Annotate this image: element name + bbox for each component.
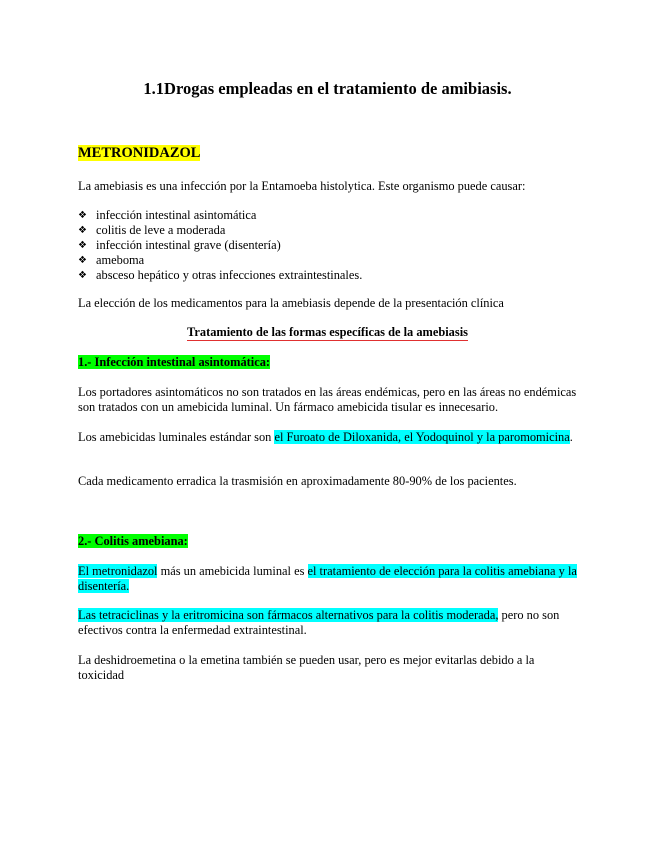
section2-paragraph-1: El metronidazol más un amebicida luminal es el tratamiento de elección para la colitis amebiana y la disentería. xyxy=(78,564,577,593)
list-item: ❖ absceso hepático y otras infecciones extraintestinales. xyxy=(78,268,363,282)
page-title: 1.1Drogas empleadas en el tratamiento de amibiasis. xyxy=(143,79,512,98)
section2-paragraph-3: La deshidroemetina o la emetina también se pueden usar, pero es mejor evitarlas debido a la toxicidad xyxy=(78,653,535,682)
luminal-drugs-highlight: el Furoato de Diloxanida, el Yodoquinol y la paromomicina xyxy=(274,430,570,444)
treatment-heading-block xyxy=(0,325,655,340)
list-item: ❖ colitis de leve a moderada xyxy=(78,223,226,237)
intro-paragraph: La amebiasis es una infección por la Entamoeba histolytica. Este organismo puede causar: xyxy=(78,179,526,193)
diamond-bullet-icon: ❖ xyxy=(78,240,87,251)
diamond-bullet-icon: ❖ xyxy=(78,210,87,221)
metronidazol-highlight: El metronidazol xyxy=(78,564,158,578)
list-item: ❖ infección intestinal asintomática xyxy=(78,208,257,222)
section2-paragraph-2: Las tetraciclinas y la eritromicina son fármacos alternativos para la colitis moderada, pero no son efectivos contra la enfermedad extraintestinal. xyxy=(78,608,560,637)
alternatives-highlight: Las tetraciclinas y la eritromicina son fármacos alternativos para la colitis moderada, xyxy=(78,608,499,622)
diamond-bullet-icon: ❖ xyxy=(78,270,87,281)
section1-paragraph-1: Los portadores asintomáticos no son tratados en las áreas endémicas, pero en las áreas no endémicas son tratados con un amebicida luminal. Un fármaco amebicida tisular es innecesario. xyxy=(78,385,577,414)
metronidazol-heading: METRONIDAZOL xyxy=(78,145,201,161)
section2-heading-block xyxy=(78,534,583,549)
metronidazol-heading-block xyxy=(78,145,583,162)
diamond-bullet-icon: ❖ xyxy=(78,255,87,266)
diamond-bullet-icon: ❖ xyxy=(78,225,87,236)
section1-heading: 1.- Infección intestinal asintomática: xyxy=(78,355,271,369)
section1-paragraph-2: Los amebicidas luminales estándar son el Furoato de Diloxanida, el Yodoquinol y la paromomicina. xyxy=(78,430,573,444)
section2-heading: 2.- Colitis amebiana: xyxy=(78,534,188,548)
list-item: ❖ ameboma xyxy=(78,253,145,267)
section1-heading-block xyxy=(78,355,583,370)
list-item: ❖ infección intestinal grave (disentería) xyxy=(78,238,281,252)
section1-paragraph-3: Cada medicamento erradica la trasmisión en aproximadamente 80-90% de los pacientes. xyxy=(78,474,517,488)
treatment-choice-highlight: el tratamiento de elección para la colitis amebiana y la disentería. xyxy=(78,564,577,593)
symptom-list xyxy=(78,208,583,283)
treatment-heading: Tratamiento de las formas específicas de la amebiasis xyxy=(187,325,468,339)
choice-paragraph: La elección de los medicamentos para la amebiasis depende de la presentación clínica xyxy=(78,296,504,310)
symptom-list-block xyxy=(78,208,583,283)
